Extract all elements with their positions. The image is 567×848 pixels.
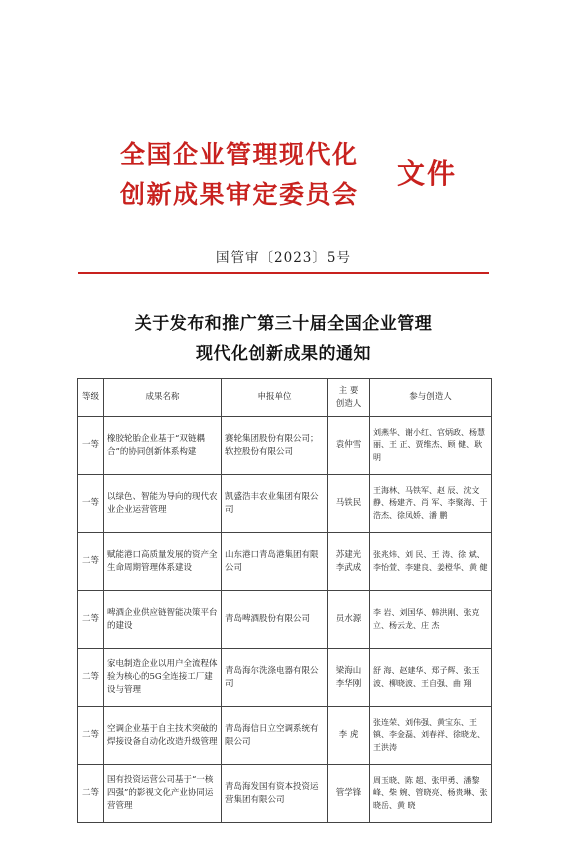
applicant-unit-cell: 赛轮集团股份有限公司；软控股份有限公司 (222, 417, 328, 475)
table-row (78, 475, 492, 533)
column-header-level: 等级 (78, 379, 104, 417)
red-divider-line (78, 272, 489, 274)
level-cell: 二等 (78, 765, 104, 823)
table-header-row (78, 379, 492, 417)
applicant-unit-cell: 青岛海尔洗涤电器有限公司 (222, 649, 328, 707)
table-row (78, 707, 492, 765)
participants-cell: 张兆炜、刘 民、王 涛、徐 斌、李怡萱、李建良、姜橙华、黄 健 (370, 533, 492, 591)
results-table (77, 378, 492, 823)
main-creator-cell: 李 虎 (328, 707, 370, 765)
achievement-name-cell: 空调企业基于自主技术突破的焊接设备自动化改造升级管理 (104, 707, 222, 765)
achievement-name-cell: 国有投资运营公司基于“一核四强”的影视文化产业协同运营管理 (104, 765, 222, 823)
participants-cell: 李 岩、刘国华、韩洪刚、张克立、杨云龙、庄 杰 (370, 591, 492, 649)
applicant-unit-cell: 青岛海发国有资本投资运营集团有限公司 (222, 765, 328, 823)
document-number: 国管审〔2023〕5号 (216, 250, 351, 266)
applicant-unit-cell: 青岛海信日立空调系统有限公司 (222, 707, 328, 765)
column-header-applicant-unit: 申报单位 (222, 379, 328, 417)
participants-cell: 张连荣、刘伟强、黄宝东、王 镇、李金磊、刘春祥、徐晓龙、王洪涛 (370, 707, 492, 765)
document-type-label: 文件 (397, 157, 458, 190)
notice-title-line-2: 现代化创新成果的通知 (196, 344, 371, 364)
table-row (78, 417, 492, 475)
table-body (78, 417, 492, 823)
column-header-participants: 参与创造人 (370, 379, 492, 417)
table-row (78, 649, 492, 707)
participants-cell: 刘燕华、谢小红、官炳政、杨慧丽、王 正、贾维杰、顾 健、耿 明 (370, 417, 492, 475)
level-cell: 一等 (78, 417, 104, 475)
participants-cell: 周玉晓、陈 超、张甲勇、潘黎峰、柴 婉、管晓亮、杨贵琳、张晓岳、黄 晓 (370, 765, 492, 823)
level-cell: 二等 (78, 591, 104, 649)
achievement-name-cell: 赋能港口高质量发展的资产全生命周期管理体系建设 (104, 533, 222, 591)
level-cell: 二等 (78, 649, 104, 707)
table-row (78, 591, 492, 649)
column-header-achievement-name: 成果名称 (104, 379, 222, 417)
column-header-main-creator: 主 要 创造人 (328, 379, 370, 417)
table-row (78, 533, 492, 591)
level-cell: 二等 (78, 533, 104, 591)
achievement-name-cell: 以绿色、智能为导向的现代农业企业运营管理 (104, 475, 222, 533)
achievement-name-cell: 家电制造企业以用户全流程体验为核心的5G全连接工厂建设与管理 (104, 649, 222, 707)
table-row (78, 765, 492, 823)
main-creator-cell: 袁仲雪 (328, 417, 370, 475)
level-cell: 二等 (78, 707, 104, 765)
applicant-unit-cell: 青岛啤酒股份有限公司 (222, 591, 328, 649)
main-creator-cell: 苏建光 李武成 (328, 533, 370, 591)
applicant-unit-cell: 山东港口青岛港集团有限公司 (222, 533, 328, 591)
level-cell: 一等 (78, 475, 104, 533)
achievement-name-cell: 橡胶轮胎企业基于“双链耦合”的协同创新体系构建 (104, 417, 222, 475)
document-header (0, 0, 567, 300)
issuing-organization-line-1: 全国企业管理现代化 (120, 140, 359, 169)
main-creator-cell: 马铁民 (328, 475, 370, 533)
issuing-organization-line-2: 创新成果审定委员会 (120, 180, 359, 209)
participants-cell: 王海林、马铁军、赵 辰、沈文静、杨建齐、肖 军、李聚海、于浩杰、徐凤娇、潘 鹏 (370, 475, 492, 533)
main-creator-cell: 管学锋 (328, 765, 370, 823)
notice-title-line-1: 关于发布和推广第三十届全国企业管理 (134, 314, 433, 334)
achievement-name-cell: 啤酒企业供应链智能决策平台的建设 (104, 591, 222, 649)
participants-cell: 舒 海、赵建华、郑子辉、张玉波、柳晓波、王自强、曲 翔 (370, 649, 492, 707)
main-creator-cell: 员水源 (328, 591, 370, 649)
applicant-unit-cell: 凯盛浩丰农业集团有限公司 (222, 475, 328, 533)
main-creator-cell: 梁海山 李华刚 (328, 649, 370, 707)
